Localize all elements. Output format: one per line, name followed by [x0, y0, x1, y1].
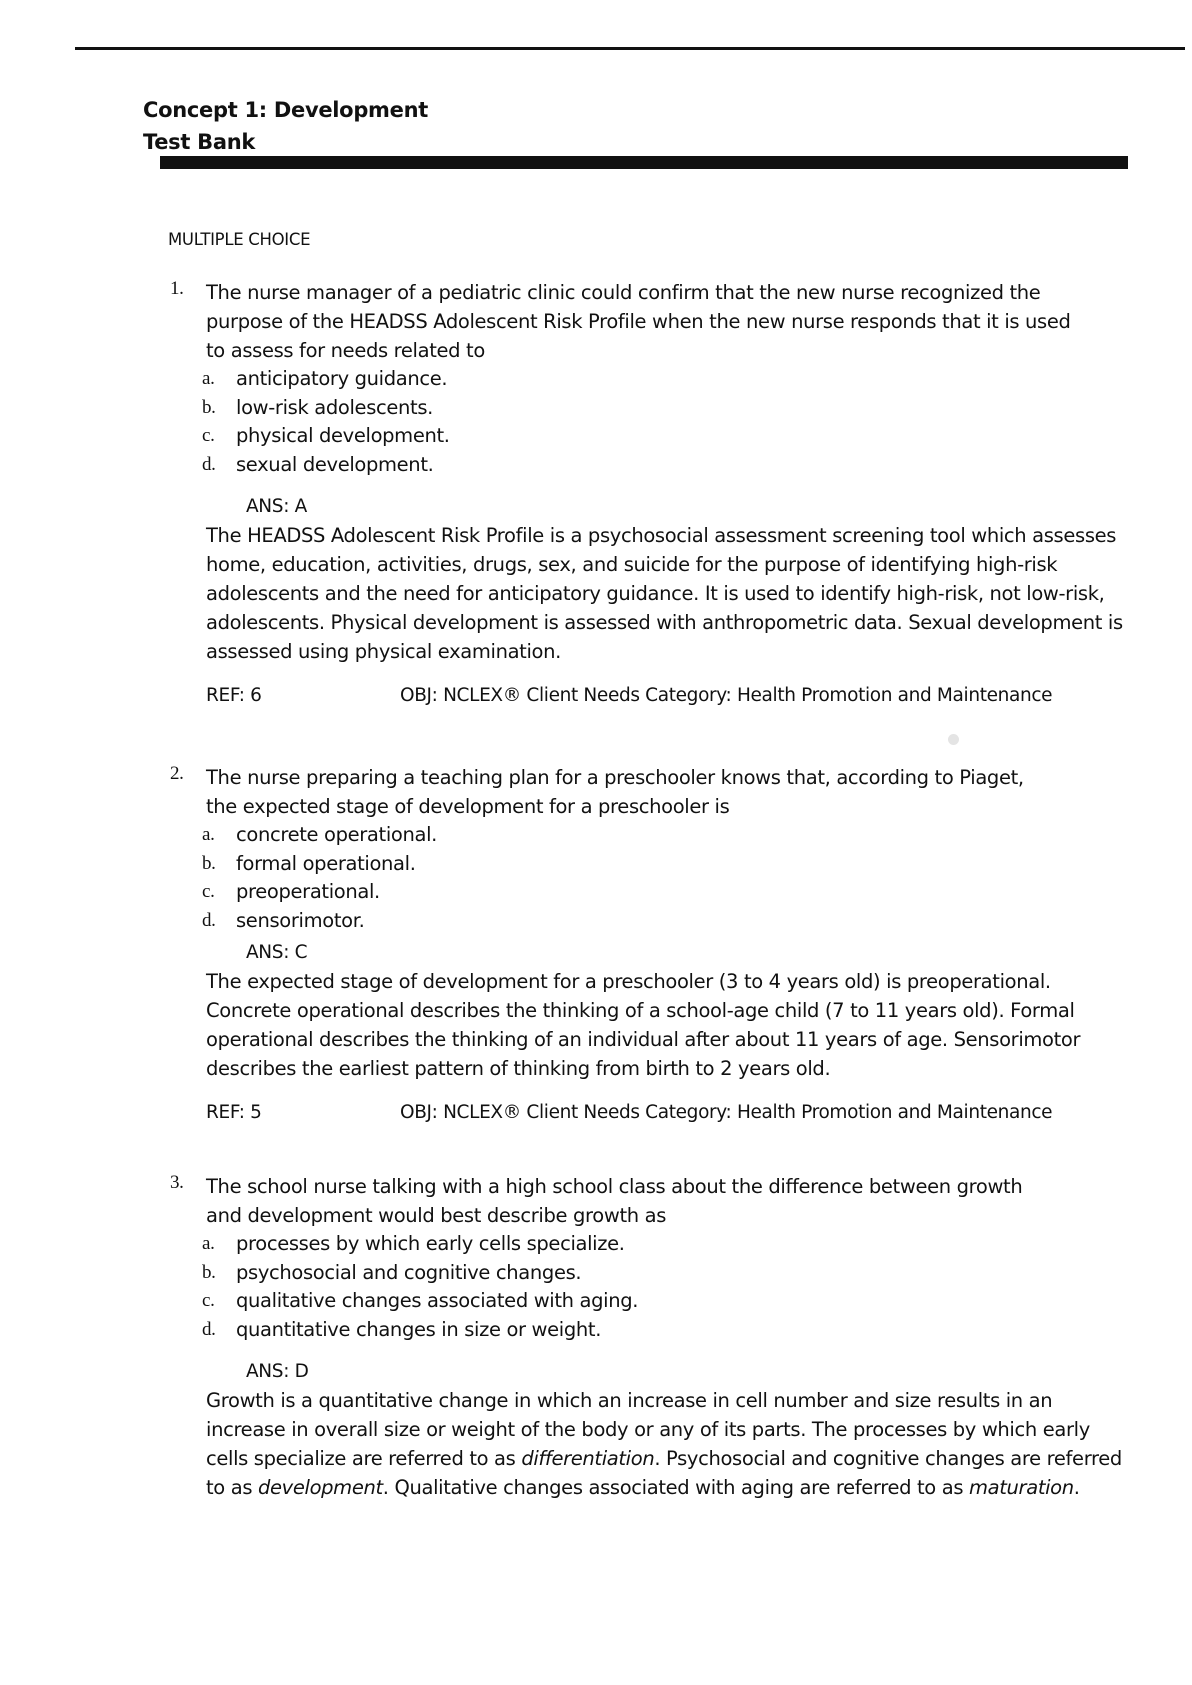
option-text: anticipatory guidance. — [236, 367, 448, 390]
rationale — [206, 1386, 1126, 1502]
option-letter: c. — [202, 425, 215, 446]
option-letter: b. — [202, 396, 216, 418]
option-letter: a. — [202, 824, 215, 845]
option-letter: b. — [202, 852, 216, 874]
option-text: low-risk adolescents. — [236, 395, 433, 419]
option-text: processes by which early cells specialize. — [236, 1232, 625, 1255]
section-label: MULTIPLE CHOICE — [168, 230, 311, 249]
rationale-text: . — [1073, 1476, 1080, 1499]
option-letter: a. — [202, 368, 215, 389]
question-stem-row — [0, 763, 1192, 821]
rationale-text: Growth is a quantitative change in which an increase in cell number and size results in an increase in overall size or weight of the body or any of its parts. The processes by which early cells specialize are referred to as — [206, 1389, 1090, 1470]
question-stem: The nurse preparing a teaching plan for a preschooler knows that, according to Piaget, the expected stage of development for a preschooler is — [206, 766, 1024, 818]
option-text: concrete operational. — [236, 823, 437, 846]
rationale: The expected stage of development for a preschooler (3 to 4 years old) is preoperational. Concrete operational describes the thinking of a school-age child (7 to 11 years old). Formal operational describes the thinking of an individual after about 11 years of age. Sensorimotor describes the earliest pattern of thinking from birth to 2 years old. — [206, 970, 1081, 1080]
option-letter: c. — [202, 1290, 215, 1311]
title-line-2: Test Bank — [143, 130, 256, 154]
question-number: 3. — [170, 1172, 184, 1193]
option-letter: d. — [202, 453, 216, 475]
option-letter: d. — [202, 1318, 216, 1340]
document-title — [143, 94, 428, 158]
question-3 — [0, 1172, 1192, 1502]
option-b — [0, 394, 1192, 423]
option-d — [0, 451, 1192, 480]
objective: OBJ: NCLEX® Client Needs Category: Health Promotion and Maintenance — [400, 685, 1053, 706]
option-a — [0, 365, 1192, 394]
option-d — [0, 907, 1192, 936]
term-maturation: maturation — [969, 1476, 1074, 1499]
question-stem: The school nurse talking with a high school class about the difference between growth and development would best describe growth as — [206, 1175, 1023, 1227]
option-b — [0, 1259, 1192, 1288]
rationale-text: . Psychosocial and cognitive changes are referred to as — [206, 1447, 1122, 1499]
question-1 — [0, 278, 1192, 715]
title-underline-bar — [160, 156, 1128, 169]
reference: REF: 5 — [206, 1102, 262, 1123]
question-number: 2. — [170, 763, 184, 784]
option-letter: b. — [202, 1261, 216, 1283]
question-stem: The nurse manager of a pediatric clinic could confirm that the new nurse recognized the purpose of the HEADSS Adolescent Risk Profile when the new nurse responds that it is used to assess for needs related to — [206, 281, 1071, 362]
option-letter: a. — [202, 1233, 215, 1254]
option-text: psychosocial and cognitive changes. — [236, 1260, 582, 1284]
answer-key: ANS: D — [246, 1361, 309, 1382]
term-development: development — [257, 1476, 383, 1499]
option-text: sensorimotor. — [236, 908, 365, 932]
option-letter: c. — [202, 881, 215, 902]
option-text: sexual development. — [236, 452, 434, 476]
option-letter: d. — [202, 909, 216, 931]
top-rule — [75, 47, 1185, 50]
objective: OBJ: NCLEX® Client Needs Category: Health Promotion and Maintenance — [400, 1102, 1053, 1123]
option-text: qualitative changes associated with aging. — [236, 1289, 639, 1312]
option-c — [0, 422, 1192, 451]
option-c — [0, 878, 1192, 907]
question-2 — [0, 763, 1192, 1132]
stray-dot — [948, 734, 959, 745]
option-a — [0, 1230, 1192, 1259]
answer-key: ANS: A — [246, 496, 307, 517]
title-line-1: Concept 1: Development — [143, 98, 428, 122]
term-differentiation: differentiation — [521, 1447, 655, 1470]
option-a — [0, 821, 1192, 850]
question-stem-row — [0, 1172, 1192, 1230]
question-stem-row — [0, 278, 1192, 365]
answer-key: ANS: C — [246, 942, 308, 963]
question-number: 1. — [170, 278, 184, 299]
option-text: quantitative changes in size or weight. — [236, 1317, 602, 1341]
option-c — [0, 1287, 1192, 1316]
question-meta — [0, 685, 1192, 715]
reference: REF: 6 — [206, 685, 262, 706]
option-b — [0, 850, 1192, 879]
option-text: physical development. — [236, 424, 450, 447]
option-text: preoperational. — [236, 880, 380, 903]
question-meta — [0, 1102, 1192, 1132]
rationale-text: . Qualitative changes associated with aging are referred to as — [382, 1476, 969, 1499]
option-text: formal operational. — [236, 851, 416, 875]
rationale: The HEADSS Adolescent Risk Profile is a psychosocial assessment screening tool which assesses home, education, activities, drugs, sex, and suicide for the purpose of identifying high-risk adolescents and the need for anticipatory guidance. It is used to identify high-risk, not low-risk, adolescents. Physical development is assessed with anthropometric data. Sexual development is assessed using physical examination. — [206, 524, 1123, 663]
option-d — [0, 1316, 1192, 1345]
